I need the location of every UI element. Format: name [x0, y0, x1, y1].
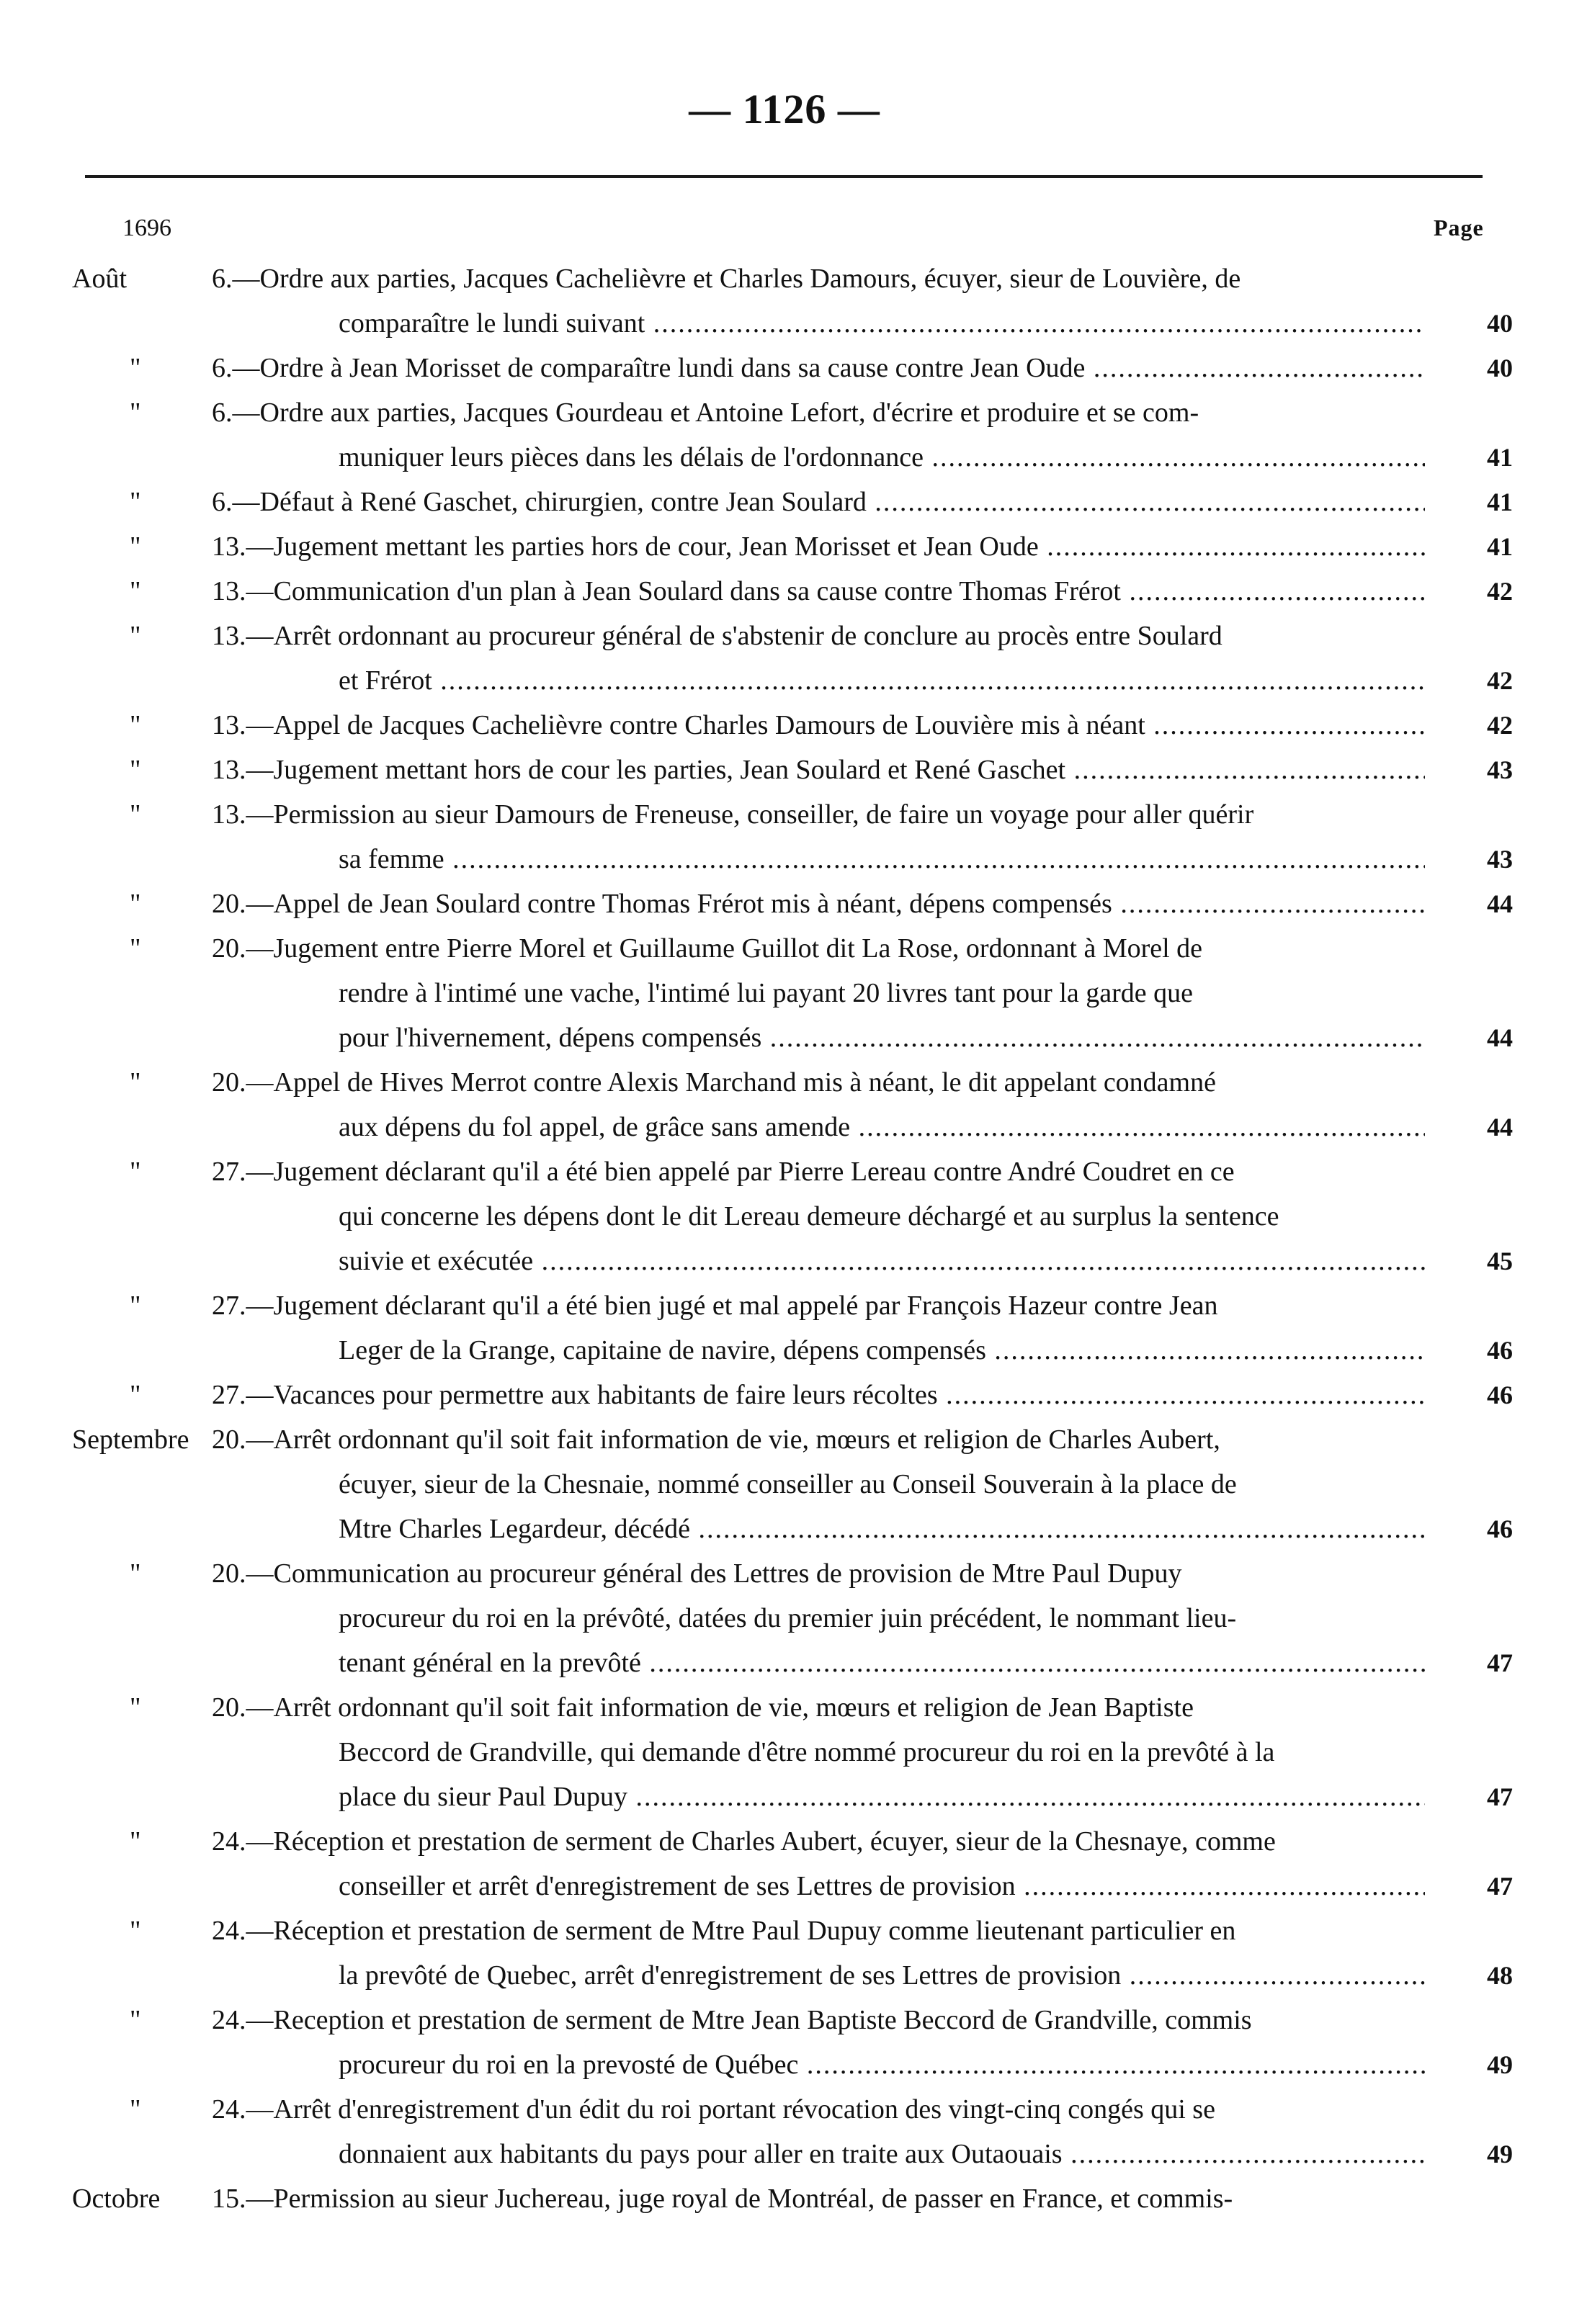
entry-text: 20.—Appel de Jean Soulard contre Thomas Frérot mis à néant, dépens compensés ..... [212, 881, 1425, 926]
entry-text: 13.—Arrêt ordonnant au procureur général de s'abstenir de conclure au procès entre Soulard [212, 621, 1222, 651]
entry-text: 15.—Permission au sieur Juchereau, juge royal de Montréal, de passer en France, et commis- [212, 2184, 1233, 2214]
index-entry [0, 569, 1569, 614]
index-entry [0, 703, 1569, 748]
entry-line [0, 435, 1569, 480]
entry-month: Octobre [72, 2184, 161, 2214]
index-entry [0, 614, 1569, 703]
entry-month: " [130, 1558, 141, 1589]
index-entry [0, 1998, 1569, 2087]
entry-text: 6.—Ordre aux parties, Jacques Gourdeau et Antoine Lefort, d'écrire et produire et se com- [212, 398, 1199, 428]
entry-line [0, 390, 1569, 435]
entry-page-number: 43 [1487, 845, 1513, 874]
entry-month: Septembre [72, 1425, 189, 1455]
entry-month: " [130, 1916, 141, 1946]
entry-text: Leger de la Grange, capitaine de navire, dépens compensés ..... [339, 1328, 1425, 1373]
entry-month: " [130, 889, 141, 919]
entry-text: 6.—Ordre aux parties, Jacques Cachelièvre et Charles Damours, écuyer, sieur de Louvière, de [212, 264, 1241, 294]
entry-month: " [130, 2005, 141, 2035]
entry-text: 24.—Réception et prestation de serment de Charles Aubert, écuyer, sieur de la Chesnaye, comme [212, 1826, 1276, 1857]
entry-text: 27.—Jugement déclarant qu'il a été bien jugé et mal appelé par François Hazeur contre Jean [212, 1291, 1218, 1321]
entry-line [0, 614, 1569, 658]
entry-text: 6.—Défaut à René Gaschet, chirurgien, contre Jean Soulard ..... [212, 480, 1425, 524]
entry-month: " [130, 1291, 141, 1321]
entry-month: " [130, 1826, 141, 1857]
entry-text: 13.—Jugement mettant hors de cour les parties, Jean Soulard et René Gaschet ..... [212, 748, 1425, 792]
index-entry [0, 748, 1569, 792]
entry-text: Mtre Charles Legardeur, décédé ..... [339, 1507, 1425, 1551]
entry-line [0, 658, 1569, 703]
entry-text: 20.—Arrêt ordonnant qu'il soit fait information de vie, mœurs et religion de Charles Aubert, [212, 1425, 1220, 1455]
index-entry [0, 480, 1569, 524]
entry-line [0, 1462, 1569, 1507]
entry-page-number: 44 [1487, 1023, 1513, 1052]
entry-month: " [130, 755, 141, 785]
entry-line [0, 256, 1569, 301]
index-entry [0, 390, 1569, 480]
index-entry [0, 926, 1569, 1060]
entry-line [0, 703, 1569, 748]
entry-line [0, 1417, 1569, 1462]
page-column-header: Page [1434, 215, 1484, 241]
entry-page-number: 46 [1487, 1381, 1513, 1409]
entry-page-number: 46 [1487, 1336, 1513, 1365]
entry-line [0, 2132, 1569, 2176]
entry-page-number: 41 [1487, 488, 1513, 516]
entry-line [0, 1328, 1569, 1373]
entry-line [0, 1775, 1569, 1819]
entry-text: la prevôté de Quebec, arrêt d'enregistrement de ses Lettres de provision ..... [339, 1953, 1425, 1998]
entry-line [0, 926, 1569, 971]
entry-text: 27.—Jugement déclarant qu'il a été bien appelé par Pierre Lereau contre André Coudret en ce [212, 1157, 1235, 1187]
entry-line [0, 2176, 1569, 2221]
index-entry [0, 792, 1569, 881]
entry-line [0, 569, 1569, 614]
entry-text: 20.—Jugement entre Pierre Morel et Guillaume Guillot dit La Rose, ordonnant à Morel de [212, 933, 1203, 964]
entry-page-number: 44 [1487, 1113, 1513, 1141]
entry-line [0, 2042, 1569, 2087]
entry-page-number: 40 [1487, 309, 1513, 338]
index-entry [0, 1060, 1569, 1149]
entry-text: suivie et exécutée ..... [339, 1239, 1425, 1283]
entry-month: " [130, 353, 141, 383]
entry-text: muniquer leurs pièces dans les délais de l'ordonnance ..... [339, 435, 1425, 480]
index-entry [0, 2176, 1569, 2221]
entry-line [0, 480, 1569, 524]
entry-month: " [130, 1692, 141, 1723]
entry-page-number: 49 [1487, 2050, 1513, 2079]
entry-line [0, 792, 1569, 837]
entry-line [0, 1149, 1569, 1194]
entry-page-number: 46 [1487, 1515, 1513, 1543]
entry-text: 24.—Reception et prestation de serment de Mtre Jean Baptiste Beccord de Grandville, commis [212, 2005, 1252, 2035]
entry-text: 20.—Arrêt ordonnant qu'il soit fait information de vie, mœurs et religion de Jean Baptiste [212, 1692, 1194, 1723]
index-entry [0, 1373, 1569, 1417]
entry-page-number: 47 [1487, 1872, 1513, 1901]
index-entry [0, 881, 1569, 926]
entry-month: " [130, 531, 141, 562]
entry-text: place du sieur Paul Dupuy ..... [339, 1775, 1425, 1819]
index-entry [0, 1551, 1569, 1685]
entry-text: procureur du roi en la prevosté de Québec ..... [339, 2042, 1425, 2087]
entry-month: " [130, 933, 141, 964]
entry-page-number: 44 [1487, 889, 1513, 918]
entry-line [0, 748, 1569, 792]
entry-line [0, 1194, 1569, 1239]
entry-line [0, 1819, 1569, 1864]
entry-line [0, 1953, 1569, 1998]
entry-month: " [130, 487, 141, 517]
entry-text: 13.—Communication d'un plan à Jean Soulard dans sa cause contre Thomas Frérot ..... [212, 569, 1425, 614]
entry-text: pour l'hivernement, dépens compensés ..... [339, 1015, 1425, 1060]
entry-page-number: 41 [1487, 443, 1513, 472]
index-entry [0, 1417, 1569, 1551]
entry-line [0, 971, 1569, 1015]
entry-text: 20.—Appel de Hives Merrot contre Alexis Marchand mis à néant, le dit appelant condamné [212, 1067, 1216, 1098]
entry-line [0, 2087, 1569, 2132]
page-number: — 1126 — [689, 86, 880, 133]
entry-line [0, 1105, 1569, 1149]
entry-month: " [130, 710, 141, 740]
entry-text: conseiller et arrêt d'enregistrement de ses Lettres de provision ..... [339, 1864, 1425, 1908]
index-entry [0, 524, 1569, 569]
entry-page-number: 41 [1487, 532, 1513, 561]
entry-page-number: 40 [1487, 354, 1513, 382]
entry-text: 13.—Jugement mettant les parties hors de cour, Jean Morisset et Jean Oude ..... [212, 524, 1425, 569]
entry-line [0, 837, 1569, 881]
entry-month: " [130, 398, 141, 428]
entry-line [0, 1373, 1569, 1417]
index-entry [0, 256, 1569, 346]
entry-month: " [130, 1157, 141, 1187]
entry-page-number: 45 [1487, 1247, 1513, 1275]
entry-line [0, 1908, 1569, 1953]
entry-text: aux dépens du fol appel, de grâce sans amende ..... [339, 1105, 1425, 1149]
header-rule [85, 175, 1483, 178]
entry-text: 13.—Appel de Jacques Cachelièvre contre Charles Damours de Louvière mis à néant ..... [212, 703, 1425, 748]
entry-line [0, 346, 1569, 390]
entry-line [0, 881, 1569, 926]
year-label: 1696 [122, 215, 171, 241]
index-entry [0, 1283, 1569, 1373]
entry-text: 27.—Vacances pour permettre aux habitants de faire leurs récoltes ..... [212, 1373, 1425, 1417]
entry-text: 20.—Communication au procureur général des Lettres de provision de Mtre Paul Dupuy [212, 1558, 1182, 1589]
entry-text: 6.—Ordre à Jean Morisset de comparaître lundi dans sa cause contre Jean Oude ..... [212, 346, 1425, 390]
entry-line [0, 1015, 1569, 1060]
entry-text: procureur du roi en la prévôté, datées du premier juin précédent, le nommant lieu- [339, 1603, 1237, 1633]
entry-line [0, 1551, 1569, 1596]
entry-month: " [130, 621, 141, 651]
entry-page-number: 42 [1487, 666, 1513, 695]
entry-text: 13.—Permission au sieur Damours de Freneuse, conseiller, de faire un voyage pour aller quérir [212, 799, 1254, 830]
entry-page-number: 48 [1487, 1961, 1513, 1990]
entry-text: et Frérot ..... [339, 658, 1425, 703]
entry-text: Beccord de Grandville, qui demande d'être nommé procureur du roi en la prevôté à la [339, 1737, 1275, 1767]
entry-line [0, 1730, 1569, 1775]
entry-text: sa femme ..... [339, 837, 1425, 881]
index-entry [0, 1149, 1569, 1283]
entry-text: rendre à l'intimé une vache, l'intimé lui payant 20 livres tant pour la garde que [339, 978, 1194, 1008]
entry-text: 24.—Arrêt d'enregistrement d'un édit du roi portant révocation des vingt-cinq congés qui se [212, 2094, 1215, 2125]
entry-month: " [130, 799, 141, 830]
entry-text: comparaître le lundi suivant ..... [339, 301, 1425, 346]
entry-line [0, 1864, 1569, 1908]
entry-line [0, 1239, 1569, 1283]
index-entry [0, 2087, 1569, 2176]
entry-text: qui concerne les dépens dont le dit Lereau demeure déchargé et au surplus la sentence [339, 1201, 1279, 1231]
entry-text: 24.—Réception et prestation de serment de Mtre Paul Dupuy comme lieutenant particulier en [212, 1916, 1236, 1946]
entry-page-number: 43 [1487, 755, 1513, 784]
entry-month: " [130, 1067, 141, 1098]
entry-text: tenant général en la prevôté ..... [339, 1641, 1425, 1685]
entry-line [0, 1641, 1569, 1685]
entry-line [0, 1998, 1569, 2042]
entry-page-number: 47 [1487, 1648, 1513, 1677]
entry-month: " [130, 576, 141, 606]
entry-text: écuyer, sieur de la Chesnaie, nommé conseiller au Conseil Souverain à la place de [339, 1469, 1237, 1499]
entry-line [0, 1060, 1569, 1105]
entry-page-number: 42 [1487, 711, 1513, 740]
entry-month: Août [72, 264, 127, 294]
entry-text: donnaient aux habitants du pays pour aller en traite aux Outaouais ..... [339, 2132, 1425, 2176]
entry-line [0, 301, 1569, 346]
entry-page-number: 42 [1487, 577, 1513, 606]
entry-line [0, 524, 1569, 569]
index-entry [0, 1685, 1569, 1819]
entry-page-number: 47 [1487, 1782, 1513, 1811]
entry-month: " [130, 2094, 141, 2125]
index-entry [0, 346, 1569, 390]
index-entries [0, 256, 1569, 2221]
entry-line [0, 1507, 1569, 1551]
index-entry [0, 1819, 1569, 1908]
entry-line [0, 1283, 1569, 1328]
entry-line [0, 1596, 1569, 1641]
entry-page-number: 49 [1487, 2140, 1513, 2168]
entry-line [0, 1685, 1569, 1730]
index-entry [0, 1908, 1569, 1998]
entry-month: " [130, 1380, 141, 1410]
